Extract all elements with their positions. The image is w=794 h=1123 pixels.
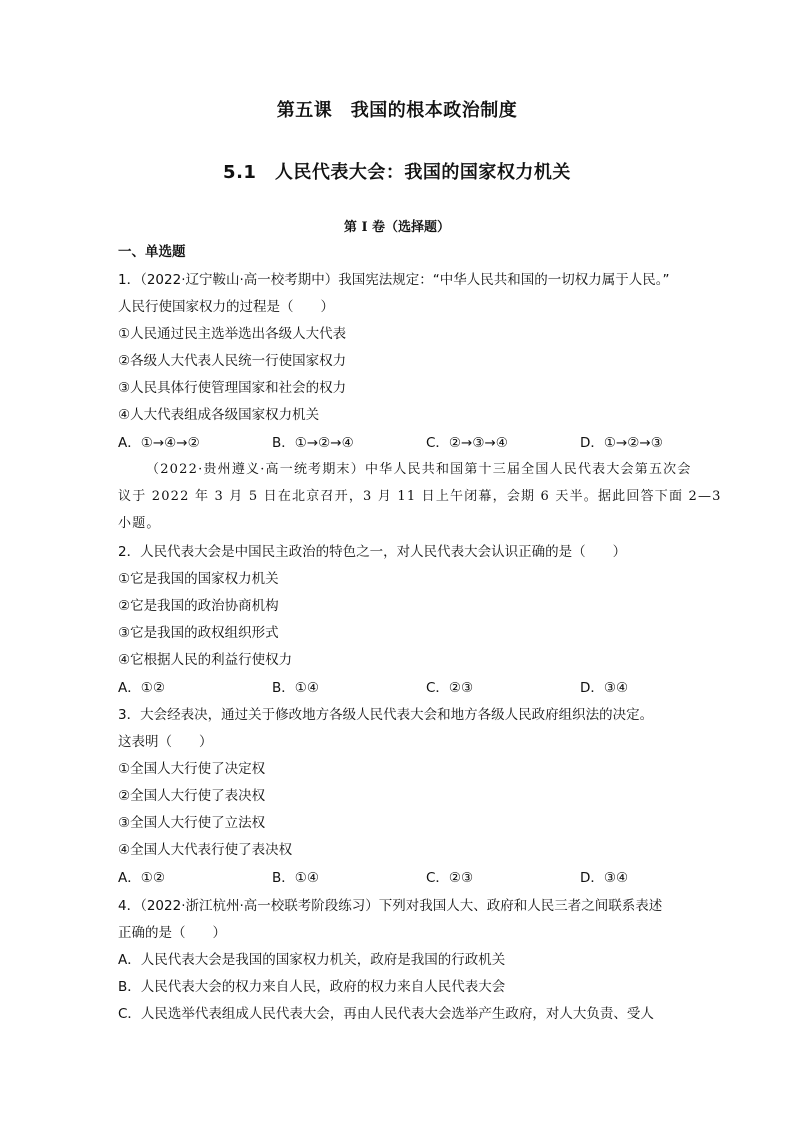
material-line1: （2022·贵州遵义·高一统考期末）中华人民共和国第十三届全国人民代表大会第五次会 (146, 462, 692, 477)
q1-item-2: ②各级人大代表人民统一行使国家权力 (118, 353, 347, 369)
q1-item-1: ①人民通过民主选举选出各级人大代表 (118, 326, 347, 342)
q1-option-d: D．①→②→③ (580, 435, 663, 451)
q1-option-b: B．①→②→④ (272, 435, 354, 451)
q1-option-c: C．②→③→④ (426, 435, 508, 451)
part-heading: 一、单选题 (118, 244, 186, 260)
q2-stem: 2．人民代表大会是中国民主政治的特色之一，对人民代表大会认识正确的是（ ） (118, 544, 627, 560)
q4-stem-line1: 4．（2022·浙江杭州·高一校联考阶段练习）下列对我国人大、政府和人民三者之间联系表述 (118, 898, 663, 914)
q2-option-d: D．③④ (580, 680, 629, 696)
q3-stem-line1: 3．大会经表决，通过关于修改地方各级人民代表大会和地方各级人民政府组织法的决定。 (118, 707, 654, 723)
q3-option-b: B．①④ (272, 870, 319, 886)
volume-heading: 第 I 卷（选择题） (343, 220, 451, 235)
q2-option-c: C．②③ (426, 680, 474, 696)
q2-option-b: B．①④ (272, 680, 319, 696)
q3-item-1: ①全国人大行使了决定权 (118, 761, 266, 777)
q1-item-3: ③人民具体行使管理国家和社会的权力 (118, 380, 347, 396)
q2-item-4: ④它根据人民的利益行使权力 (118, 652, 293, 668)
q2-option-a: A．①② (118, 680, 165, 696)
q1-stem-line2: 人民行使国家权力的过程是（ ） (118, 299, 334, 315)
q2-item-1: ①它是我国的国家权力机关 (118, 571, 279, 587)
q2-item-2: ②它是我国的政治协商机构 (118, 598, 279, 614)
lesson-title: 第五课 我国的根本政治制度 (276, 100, 518, 121)
q4-stem-line2: 正确的是（ ） (118, 925, 226, 941)
q4-choice-b: B．人民代表大会的权力来自人民，政府的权力来自人民代表大会 (118, 979, 506, 995)
q3-item-4: ④全国人大代表行使了表决权 (118, 842, 293, 858)
q1-stem-line1: 1．（2022·辽宁鞍山·高一校考期中）我国宪法规定：“中华人民共和国的一切权力属于人民。” (118, 272, 670, 288)
q3-option-a: A．①② (118, 870, 165, 886)
material-line3: 小题。 (118, 516, 161, 531)
q4-choice-c: C．人民选举代表组成人民代表大会，再由人民代表大会选举产生政府，对人大负责、受人 (118, 1006, 654, 1022)
q3-stem-line2: 这表明（ ） (118, 734, 213, 750)
section-subtitle: 5.1 人民代表大会：我国的国家权力机关 (223, 162, 571, 183)
q3-item-2: ②全国人大行使了表决权 (118, 788, 266, 804)
q1-option-a: A．①→④→② (118, 435, 200, 451)
material-line2: 议于 2022 年 3 月 5 日在北京召开，3 月 11 日上午闭幕，会期 6 天半。据此回答下面 2—3 (118, 489, 722, 504)
q2-item-3: ③它是我国的政权组织形式 (118, 625, 279, 641)
q3-item-3: ③全国人大行使了立法权 (118, 815, 266, 831)
q3-option-c: C．②③ (426, 870, 474, 886)
q1-item-4: ④人大代表组成各级国家权力机关 (118, 407, 320, 423)
q3-option-d: D．③④ (580, 870, 629, 886)
q4-choice-a: A．人民代表大会是我国的国家权力机关，政府是我国的行政机关 (118, 952, 506, 968)
